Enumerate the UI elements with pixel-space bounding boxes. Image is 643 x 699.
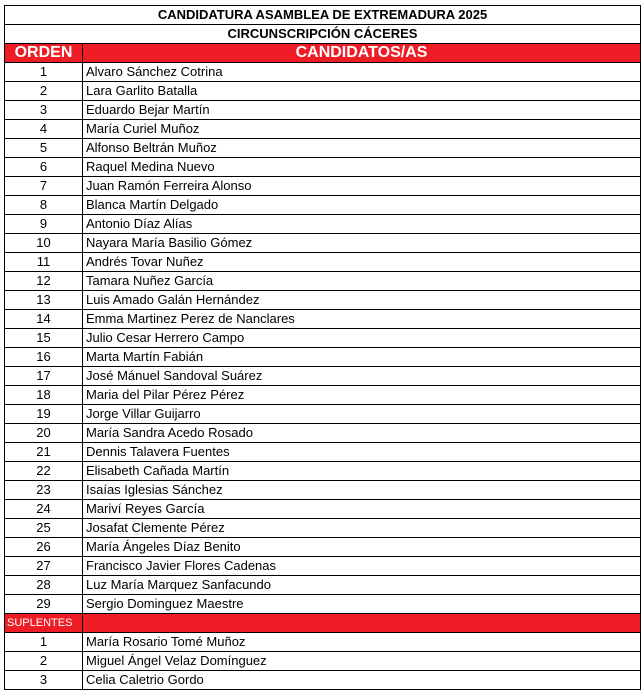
candidate-row: [5, 120, 641, 139]
order-number: 19: [5, 405, 83, 424]
order-number: 22: [5, 462, 83, 481]
order-number: 1: [5, 63, 83, 82]
candidate-row: [5, 101, 641, 120]
candidate-name: Juan Ramón Ferreira Alonso: [83, 177, 641, 196]
candidate-row: [5, 253, 641, 272]
candidate-row: [5, 386, 641, 405]
suplentes-empty-cell: [83, 614, 641, 633]
candidates-column-header: CANDIDATOS/AS: [83, 44, 641, 63]
candidate-name: Alvaro Sánchez Cotrina: [83, 63, 641, 82]
order-number: 10: [5, 234, 83, 253]
candidate-name: Miguel Ángel Velaz Domínguez: [83, 652, 641, 671]
candidate-name: Raquel Medina Nuevo: [83, 158, 641, 177]
candidate-row: [5, 462, 641, 481]
candidate-name: Julio Cesar Herrero Campo: [83, 329, 641, 348]
candidate-name: Josafat Clemente Pérez: [83, 519, 641, 538]
suplentes-label: SUPLENTES: [5, 614, 83, 633]
candidate-row: [5, 177, 641, 196]
candidate-row: [5, 310, 641, 329]
order-number: 1: [5, 633, 83, 652]
order-number: 17: [5, 367, 83, 386]
order-number: 15: [5, 329, 83, 348]
candidate-name: Antonio Díaz Alías: [83, 215, 641, 234]
header-row: [5, 44, 641, 63]
candidate-row: [5, 196, 641, 215]
order-number: 14: [5, 310, 83, 329]
candidate-name: Celia Caletrio Gordo: [83, 671, 641, 690]
candidate-name: Alfonso Beltrán Muñoz: [83, 139, 641, 158]
order-number: 12: [5, 272, 83, 291]
order-number: 27: [5, 557, 83, 576]
suplente-row: [5, 671, 641, 690]
candidate-name: Eduardo Bejar Martín: [83, 101, 641, 120]
order-number: 11: [5, 253, 83, 272]
order-number: 18: [5, 386, 83, 405]
candidate-row: [5, 158, 641, 177]
order-number: 29: [5, 595, 83, 614]
candidate-row: [5, 481, 641, 500]
candidate-name: Andrés Tovar Nuñez: [83, 253, 641, 272]
candidate-name: Sergio Dominguez Maestre: [83, 595, 641, 614]
candidate-row: [5, 63, 641, 82]
order-number: 9: [5, 215, 83, 234]
order-number: 3: [5, 671, 83, 690]
title-row-1: [5, 6, 641, 25]
candidate-name: José Mánuel Sandoval Suárez: [83, 367, 641, 386]
order-column-header: ORDEN: [5, 44, 83, 63]
order-number: 26: [5, 538, 83, 557]
order-number: 5: [5, 139, 83, 158]
candidate-name: Elisabeth Cañada Martín: [83, 462, 641, 481]
candidate-row: [5, 234, 641, 253]
suplente-row: [5, 633, 641, 652]
candidate-row: [5, 538, 641, 557]
order-number: 2: [5, 652, 83, 671]
candidates-table: [4, 5, 641, 690]
title-row-2: [5, 25, 641, 44]
order-number: 23: [5, 481, 83, 500]
order-number: 7: [5, 177, 83, 196]
candidate-row: [5, 576, 641, 595]
candidate-name: Maria del Pilar Pérez Pérez: [83, 386, 641, 405]
order-number: 25: [5, 519, 83, 538]
suplentes-header-row: [5, 614, 641, 633]
candidate-name: Blanca Martín Delgado: [83, 196, 641, 215]
order-number: 4: [5, 120, 83, 139]
candidate-name: Luz María Marquez Sanfacundo: [83, 576, 641, 595]
order-number: 28: [5, 576, 83, 595]
candidate-row: [5, 367, 641, 386]
candidate-name: Francisco Javier Flores Cadenas: [83, 557, 641, 576]
candidate-name: María Ángeles Díaz Benito: [83, 538, 641, 557]
candidate-row: [5, 139, 641, 158]
candidate-row: [5, 82, 641, 101]
candidate-name: Mariví Reyes García: [83, 500, 641, 519]
document-title: CANDIDATURA ASAMBLEA DE EXTREMADURA 2025: [5, 6, 641, 25]
candidate-name: María Rosario Tomé Muñoz: [83, 633, 641, 652]
candidate-row: [5, 557, 641, 576]
candidate-name: Marta Martín Fabián: [83, 348, 641, 367]
order-number: 24: [5, 500, 83, 519]
order-number: 13: [5, 291, 83, 310]
candidate-row: [5, 272, 641, 291]
candidate-name: María Curiel Muñoz: [83, 120, 641, 139]
candidate-name: Luis Amado Galán Hernández: [83, 291, 641, 310]
order-number: 3: [5, 101, 83, 120]
order-number: 8: [5, 196, 83, 215]
candidate-name: Emma Martinez Perez de Nanclares: [83, 310, 641, 329]
candidate-row: [5, 424, 641, 443]
order-number: 20: [5, 424, 83, 443]
document-subtitle: CIRCUNSCRIPCIÓN CÁCERES: [5, 25, 641, 44]
candidate-row: [5, 291, 641, 310]
candidate-row: [5, 443, 641, 462]
candidate-row: [5, 595, 641, 614]
candidate-name: Isaías Iglesias Sánchez: [83, 481, 641, 500]
candidate-row: [5, 500, 641, 519]
candidate-name: Tamara Nuñez García: [83, 272, 641, 291]
suplente-row: [5, 652, 641, 671]
candidate-row: [5, 405, 641, 424]
candidate-row: [5, 348, 641, 367]
order-number: 6: [5, 158, 83, 177]
candidate-name: Jorge Villar Guijarro: [83, 405, 641, 424]
order-number: 21: [5, 443, 83, 462]
candidate-name: Dennis Talavera Fuentes: [83, 443, 641, 462]
order-number: 2: [5, 82, 83, 101]
order-number: 16: [5, 348, 83, 367]
candidate-row: [5, 215, 641, 234]
candidate-name: Nayara María Basilio Gómez: [83, 234, 641, 253]
candidate-name: Lara Garlito Batalla: [83, 82, 641, 101]
candidate-row: [5, 329, 641, 348]
candidate-row: [5, 519, 641, 538]
candidate-name: María Sandra Acedo Rosado: [83, 424, 641, 443]
